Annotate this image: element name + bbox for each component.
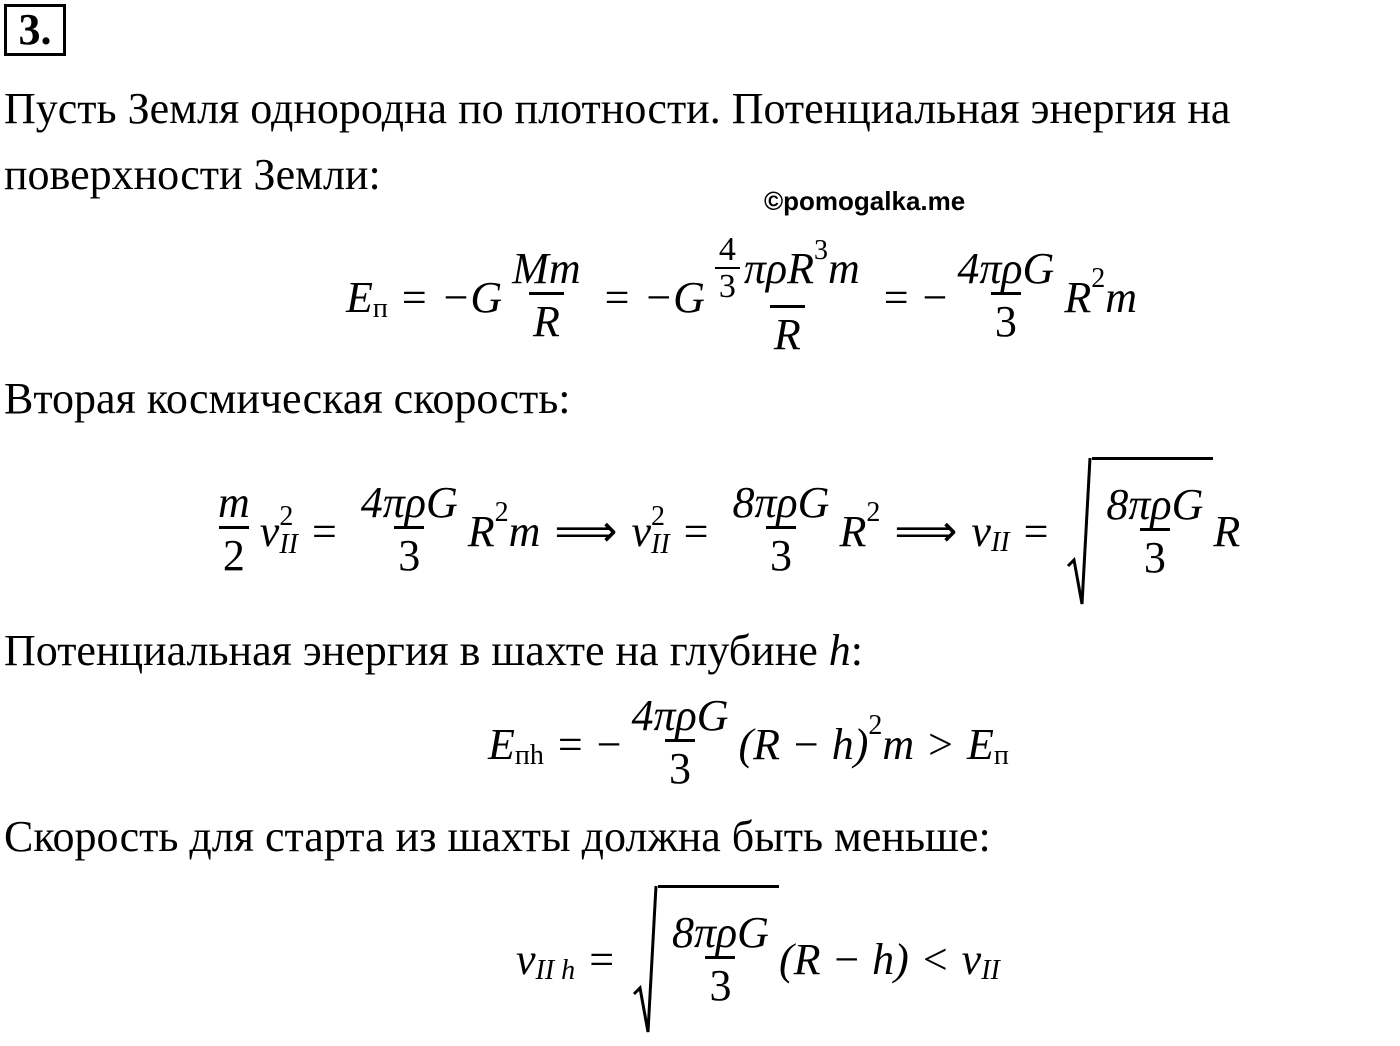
eq3-m: m bbox=[882, 719, 915, 769]
eq2-v-sup: 2 bbox=[279, 501, 294, 532]
eq1-fraction-3 bbox=[953, 243, 1058, 349]
eq2-v3-sub: II bbox=[990, 527, 1010, 558]
eq3-E-sub: пh bbox=[514, 740, 544, 771]
eq1-equals: = bbox=[401, 272, 427, 322]
text-line-4-var: h bbox=[828, 626, 851, 675]
eq2-v2: v bbox=[631, 506, 652, 556]
text-line-2: поверхности Земли: bbox=[4, 150, 381, 199]
eq2-radicand bbox=[1092, 457, 1213, 606]
eq1-R: R bbox=[1064, 272, 1092, 322]
eq1-m: m bbox=[1105, 272, 1137, 322]
eq2-v-sub: II bbox=[279, 529, 298, 560]
eq4-equals: = bbox=[589, 934, 615, 984]
watermark: ©pomogalka.me bbox=[764, 186, 966, 216]
eq3-E2-sub: п bbox=[993, 740, 1009, 771]
eq1-small-fraction bbox=[715, 230, 740, 305]
eq2-f2-num: 4πρG bbox=[360, 477, 458, 527]
eq2-R2: R bbox=[839, 506, 867, 556]
eq2-equals-3: = bbox=[1023, 506, 1049, 556]
eq1-f2-m: m bbox=[827, 243, 860, 293]
eq3-greater: > bbox=[928, 719, 953, 769]
equation-potential-energy-shaft bbox=[488, 682, 1009, 806]
eq1-f2-den: R bbox=[770, 305, 805, 362]
text-line-1: Пусть Земля однородна по плотности. Потенциальная энергия на bbox=[4, 84, 1231, 133]
equation-second-cosmic-velocity bbox=[208, 456, 1240, 606]
eq3-f-num: 4πρG bbox=[631, 690, 729, 740]
eq3-equals: = bbox=[557, 719, 583, 769]
eq1-f2-num: πρR bbox=[743, 243, 814, 293]
eq3-E2: E bbox=[966, 719, 994, 769]
text-line-4-main: Потенциальная энергия в шахте на глубине bbox=[4, 626, 818, 675]
text-line-5: Скорость для старта из шахты должна быть меньше: bbox=[4, 812, 991, 861]
eq1-f1-den: R bbox=[529, 292, 564, 349]
eq1-equals-2: = bbox=[604, 272, 630, 322]
eq4-sqrt-num: 8πρG bbox=[672, 907, 769, 957]
eq1-minus-G: −G bbox=[440, 272, 503, 322]
eq1-E: E bbox=[346, 272, 373, 322]
eq1-minus-G-2: −G bbox=[643, 272, 705, 322]
eq1-f2-pow: 3 bbox=[813, 234, 828, 266]
eq4-v: v bbox=[516, 934, 536, 984]
eq2-v3: v bbox=[971, 506, 991, 556]
eq2-implies-2: ⟹ bbox=[894, 506, 958, 556]
eq3-fraction bbox=[628, 690, 733, 796]
eq2-fraction-1 bbox=[214, 477, 254, 583]
eq2-f1-den: 2 bbox=[219, 526, 249, 583]
eq1-R-pow: 2 bbox=[1091, 263, 1106, 294]
eq2-v2-sup: 2 bbox=[651, 501, 666, 532]
eq1-small-den: 3 bbox=[715, 267, 740, 305]
eq1-f3-num: 4πρG bbox=[957, 243, 1055, 293]
eq4-v2-sub: II bbox=[981, 955, 1000, 986]
eq3-minus: − bbox=[596, 719, 622, 769]
eq2-v2-scripts bbox=[651, 503, 670, 559]
eq1-f3-den: 3 bbox=[991, 292, 1021, 349]
eq1-fraction-2 bbox=[711, 230, 864, 362]
eq1-fraction-1 bbox=[508, 243, 584, 349]
eq1-E-sub: п bbox=[372, 293, 388, 324]
eq2-fraction-3 bbox=[729, 477, 834, 583]
eq3-f-den: 3 bbox=[665, 739, 695, 796]
eq4-paren: (R − h) bbox=[778, 934, 909, 984]
text-line-4 bbox=[4, 618, 863, 684]
eq4-radicand bbox=[658, 885, 779, 1034]
eq2-R2-pow: 2 bbox=[866, 497, 881, 528]
eq1-small-num: 4 bbox=[718, 230, 736, 268]
equation-potential-energy-surface bbox=[346, 222, 1137, 372]
eq2-f1-num: m bbox=[218, 477, 250, 527]
equation-shaft-velocity bbox=[516, 884, 1000, 1034]
eq1-f1-num: Mm bbox=[512, 243, 581, 293]
eq3-paren: (R − h) bbox=[738, 719, 869, 769]
eq2-sqrt-R: R bbox=[1213, 506, 1241, 556]
eq2-equals-2: = bbox=[683, 506, 709, 556]
text-line-4-end: : bbox=[850, 626, 863, 675]
eq2-v2-sub: II bbox=[651, 529, 670, 560]
eq2-v-scripts bbox=[279, 503, 298, 559]
eq2-R-pow: 2 bbox=[494, 497, 509, 528]
eq2-sqrt-den: 3 bbox=[1140, 528, 1170, 585]
eq2-f3-num: 8πρG bbox=[732, 477, 830, 527]
eq2-implies: ⟹ bbox=[554, 506, 618, 556]
eq4-v2: v bbox=[961, 934, 982, 984]
eq4-v-sub: II h bbox=[535, 955, 576, 986]
eq2-radical-sign bbox=[1066, 456, 1092, 606]
eq3-E: E bbox=[488, 719, 515, 769]
eq2-f2-den: 3 bbox=[394, 526, 424, 583]
problem-number: 3. bbox=[4, 4, 66, 56]
text-line-3: Вторая космическая скорость: bbox=[4, 374, 571, 423]
eq2-equals: = bbox=[311, 506, 337, 556]
eq2-f3-den: 3 bbox=[766, 526, 796, 583]
eq3-pow: 2 bbox=[868, 710, 883, 741]
eq4-less: < bbox=[922, 934, 948, 984]
eq2-fraction-2 bbox=[357, 477, 462, 583]
eq2-sqrt bbox=[1066, 456, 1213, 606]
eq2-m: m bbox=[508, 506, 541, 556]
eq4-radical-sign bbox=[632, 884, 658, 1034]
eq2-v: v bbox=[259, 506, 280, 556]
eq4-sqrt bbox=[632, 884, 779, 1034]
eq4-sqrt-den: 3 bbox=[705, 956, 735, 1013]
eq1-minus: − bbox=[922, 272, 948, 322]
eq2-sqrt-num: 8πρG bbox=[1106, 479, 1204, 529]
eq1-equals-3: = bbox=[883, 272, 909, 322]
eq2-R: R bbox=[467, 506, 495, 556]
